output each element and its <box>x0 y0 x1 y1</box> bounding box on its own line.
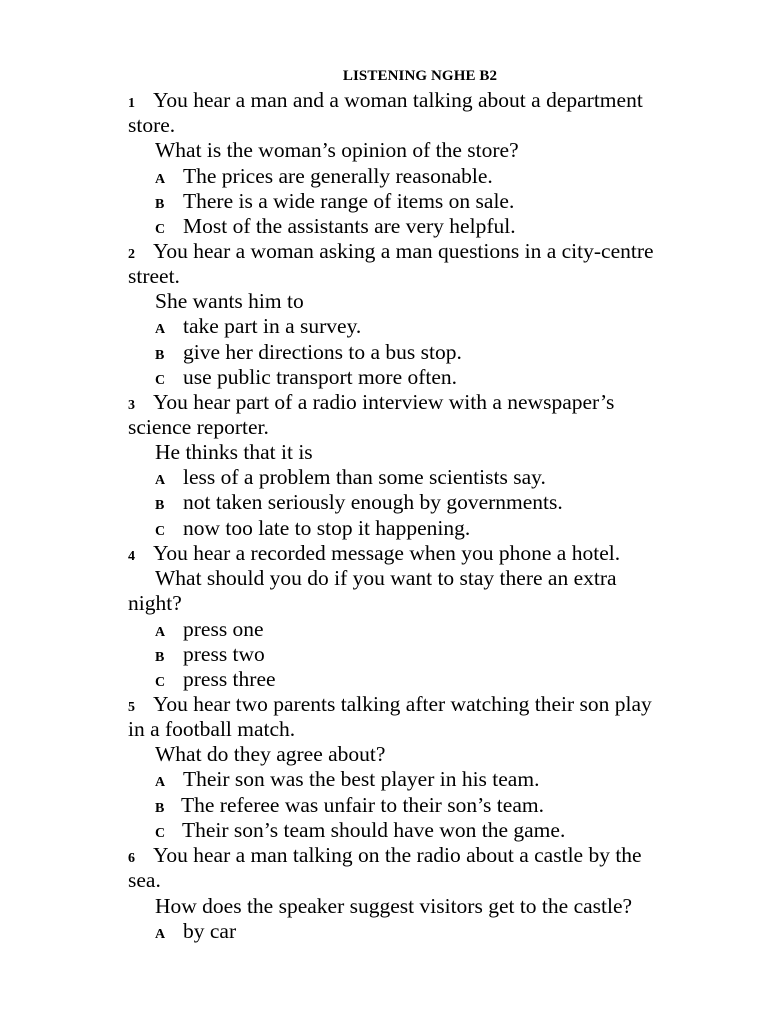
question-2-option-b: B give her directions to a bus stop. <box>155 340 462 364</box>
question-5-context-line-1: 5 You hear two parents talking after watching their son play <box>128 692 652 720</box>
question-number: 3 <box>128 398 135 413</box>
question-1-option-c: C Most of the assistants are very helpful. <box>155 214 516 238</box>
question-6-context-line-1: 6 You hear a man talking on the radio about a castle by the <box>128 843 642 871</box>
question-3-option-c: C now too late to stop it happening. <box>155 516 471 540</box>
question-4-option-c: C press three <box>155 667 276 691</box>
question-3-option-a: A less of a problem than some scientists say. <box>155 465 546 489</box>
question-4-option-b: B press two <box>155 642 265 666</box>
question-2-context-line-1: 2 You hear a woman asking a man questions in a city-centre <box>128 239 654 267</box>
question-number: 5 <box>128 700 135 715</box>
question-3-prompt: He thinks that it is <box>155 440 313 464</box>
question-2-option-a: A take part in a survey. <box>155 314 362 338</box>
question-3-option-b: B not taken seriously enough by governments. <box>155 490 563 514</box>
question-number: 1 <box>128 96 135 111</box>
question-2-option-c: C use public transport more often. <box>155 365 458 389</box>
question-3-context-line-2: science reporter. <box>128 415 269 439</box>
document-title: LISTENING NGHE B2 <box>342 68 498 84</box>
question-5-option-b: B The referee was unfair to their son’s team. <box>155 793 544 817</box>
question-5-context-line-2: in a football match. <box>128 717 296 741</box>
question-1-context-line-1: 1 You hear a man and a woman talking about a department <box>128 88 643 116</box>
question-4-prompt-line-1: What should you do if you want to stay there an extra <box>155 566 617 590</box>
question-4-context-line-1: 4 You hear a recorded message when you phone a hotel. <box>128 541 620 569</box>
question-6-context-line-2: sea. <box>128 868 161 892</box>
question-6-prompt: How does the speaker suggest visitors get to the castle? <box>155 894 633 918</box>
question-5-option-c: C Their son’s team should have won the game. <box>155 818 566 842</box>
question-1-option-a: A The prices are generally reasonable. <box>155 164 493 188</box>
question-number: 2 <box>128 247 135 262</box>
question-1-context-line-2: store. <box>128 113 176 137</box>
question-4-prompt-line-2: night? <box>128 591 182 615</box>
question-number: 4 <box>128 549 135 564</box>
question-5-prompt: What do they agree about? <box>155 742 386 766</box>
question-1-prompt: What is the woman’s opinion of the store? <box>155 138 519 162</box>
question-6-option-a: A by car <box>155 919 237 943</box>
question-4-option-a: A press one <box>155 617 264 641</box>
question-2-context-line-2: street. <box>128 264 180 288</box>
question-3-context-line-1: 3 You hear part of a radio interview with a newspaper’s <box>128 390 614 418</box>
question-1-option-b: B There is a wide range of items on sale. <box>155 189 515 213</box>
question-number: 6 <box>128 851 135 866</box>
question-2-prompt: She wants him to <box>155 289 304 313</box>
question-5-option-a: A Their son was the best player in his team. <box>155 767 540 791</box>
